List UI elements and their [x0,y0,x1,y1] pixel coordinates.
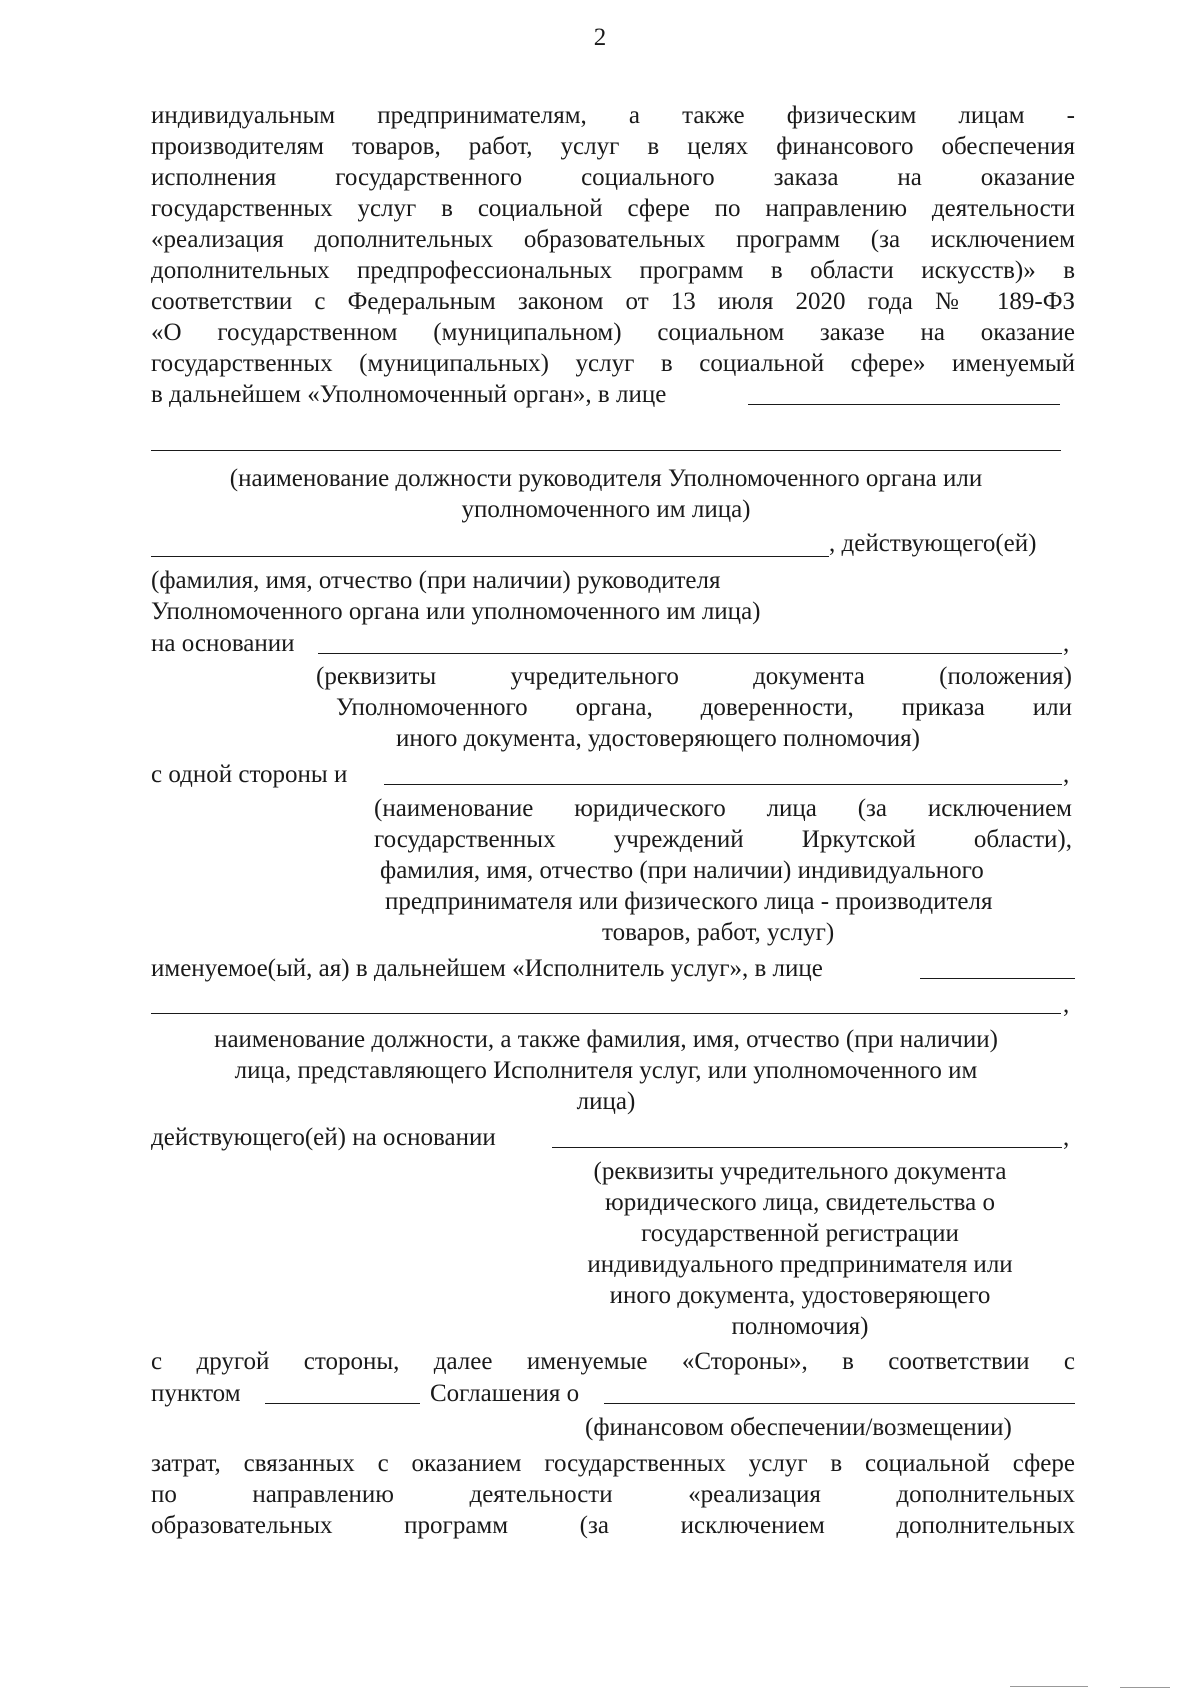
blank-line [920,978,1075,979]
caption-line: уполномоченного им лица) [461,496,751,523]
caption-line: Уполномоченного органа, доверенности, приказа или [336,694,1072,721]
caption-line: лица, представляющего Исполнителя услуг, или уполномоченного им [234,1057,978,1084]
text-line: Соглашения о [430,1380,580,1407]
caption-line: иного документа, удостоверяющего [609,1282,991,1309]
caption-line: (наименование юридического лица (за исключением [374,795,1072,822]
text-line: образовательных программ (за исключением дополнительных [151,1512,1075,1539]
text-line: государственных услуг в социальной сфере по направлению деятельности [151,195,1075,222]
caption-line: лица) [576,1088,636,1115]
caption-line: фамилия, имя, отчество (при наличии) индивидуального [380,857,984,884]
blank-line [604,1403,1075,1404]
text-line: именуемое(ый, ая) в дальнейшем «Исполнитель услуг», в лице [151,955,823,982]
blank-line [151,1013,1061,1014]
text-comma: , [1063,630,1070,657]
blank-line [384,784,1062,785]
blank-line [265,1403,420,1404]
text-line: с одной стороны и [151,761,348,788]
caption-line: государственных учреждений Иркутской области), [374,826,1072,853]
page-number: 2 [593,24,607,51]
text-line: в дальнейшем «Уполномоченный орган», в лице [151,381,667,408]
blank-line [748,404,1060,405]
blank-line [151,556,829,557]
text-line: пунктом [151,1380,241,1407]
caption-line: юридического лица, свидетельства о [605,1189,995,1216]
text-line: дополнительных предпрофессиональных программ в области искусств)» в [151,257,1075,284]
blank-line [552,1147,1062,1148]
caption-line: товаров, работ, услуг) [602,919,835,946]
blank-line [151,450,1061,451]
text-line: исполнения государственного социального заказа на оказание [151,164,1075,191]
caption-line: (фамилия, имя, отчество (при наличии) руководителя [151,567,721,594]
text-line: по направлению деятельности «реализация дополнительных [151,1481,1075,1508]
text-line: производителям товаров, работ, услуг в целях финансового обеспечения [151,133,1075,160]
text-line: соответствии с Федеральным законом от 13 июля 2020 года № 189-ФЗ [151,288,1075,315]
caption-line: (наименование должности руководителя Уполномоченного органа или [229,465,983,492]
scan-mark [1120,1687,1170,1688]
text-line: затрат, связанных с оказанием государственных услуг в социальной сфере [151,1450,1075,1477]
text-comma: , [1063,991,1070,1018]
caption-line: Уполномоченного органа или уполномоченного им лица) [151,598,761,625]
text-line: действующего(ей) на основании [151,1124,496,1151]
text-line: , действующего(ей) [829,530,1037,557]
text-line: «О государственном (муниципальном) социальном заказе на оказание [151,319,1075,346]
text-line: на основании [151,630,295,657]
text-line: индивидуальным предпринимателям, а также физическим лицам - [151,102,1075,129]
text-comma: , [1063,1124,1070,1151]
caption-line: (реквизиты учредительного документа (положения) [316,663,1072,690]
caption-line: полномочия) [731,1313,869,1340]
caption-line: предпринимателя или физического лица - производителя [385,888,993,915]
caption-line: наименование должности, а также фамилия, имя, отчество (при наличии) [214,1026,998,1053]
text-line: государственных (муниципальных) услуг в социальной сфере» именуемый [151,350,1075,377]
caption-line: государственной регистрации [641,1220,959,1247]
text-line: с другой стороны, далее именуемые «Стороны», в соответствии с [151,1348,1075,1375]
caption-line: иного документа, удостоверяющего полномочия) [396,725,920,752]
text-line: «реализация дополнительных образовательных программ (за исключением [151,226,1075,253]
caption-line: (реквизиты учредительного документа [593,1158,1007,1185]
blank-line [318,653,1062,654]
text-comma: , [1063,761,1070,788]
caption-line: (финансовом обеспечении/возмещении) [585,1414,1012,1441]
caption-line: индивидуального предпринимателя или [587,1251,1013,1278]
scan-mark [1010,1686,1088,1687]
